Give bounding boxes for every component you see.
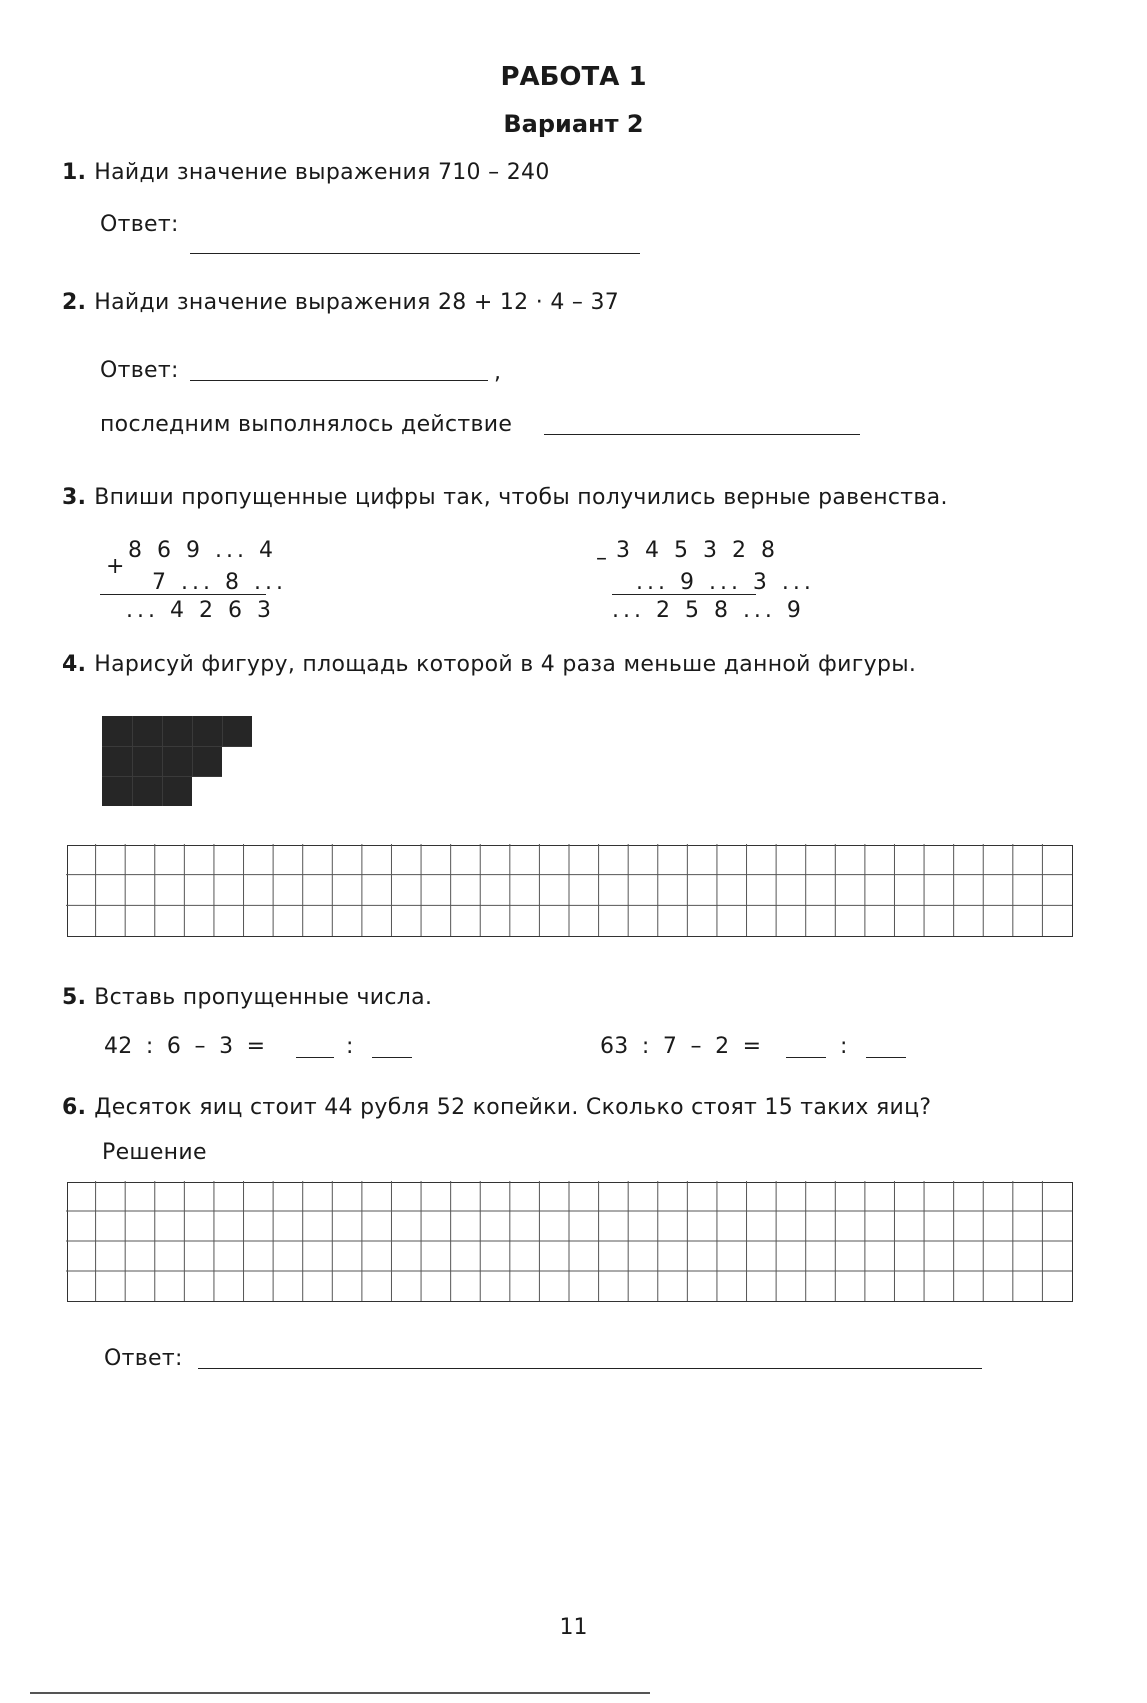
staircase-figure bbox=[102, 716, 252, 806]
answer-label: Ответ: bbox=[100, 212, 179, 237]
figure-gridline bbox=[132, 716, 133, 806]
colon: : bbox=[840, 1034, 848, 1059]
answer-label: Ответ: bbox=[100, 358, 179, 383]
task-number: 6. bbox=[62, 1095, 87, 1120]
solution-label: Решение bbox=[102, 1140, 207, 1165]
last-action-line[interactable] bbox=[544, 434, 860, 435]
figure-gridline bbox=[162, 716, 163, 806]
task-6 bbox=[62, 1095, 931, 1120]
colon: : bbox=[346, 1034, 354, 1059]
answer-line[interactable] bbox=[198, 1368, 982, 1369]
task-text: Нарисуй фигуру, площадь которой в 4 раза меньше данной фигуры. bbox=[94, 652, 917, 677]
answer-line[interactable] bbox=[190, 380, 488, 381]
task-text: Найди значение выражения 710 – 240 bbox=[94, 160, 550, 185]
answer-line[interactable] bbox=[190, 253, 640, 254]
expression-2: 63 : 7 – 2 = bbox=[600, 1034, 762, 1059]
grid-lines bbox=[66, 844, 1072, 936]
task-number: 4. bbox=[62, 652, 87, 677]
subtraction-row-1: 3 4 5 3 2 8 bbox=[616, 538, 779, 563]
task-5 bbox=[62, 985, 432, 1010]
task-number: 3. bbox=[62, 485, 87, 510]
expression-1: 42 : 6 – 3 = bbox=[104, 1034, 266, 1059]
task-number: 5. bbox=[62, 985, 87, 1010]
drawing-grid[interactable] bbox=[67, 845, 1073, 937]
task-text: Впиши пропущенные цифры так, чтобы получились верные равенства. bbox=[94, 485, 948, 510]
last-action-label: последним выполнялось действие bbox=[100, 412, 513, 437]
subtraction-rule bbox=[612, 594, 756, 595]
subtraction-result[interactable]: ... 2 5 8 ... 9 bbox=[612, 598, 805, 623]
bottom-rule bbox=[30, 1692, 650, 1694]
task-text: Вставь пропущенные числа. bbox=[94, 985, 433, 1010]
grid-lines bbox=[66, 1181, 1072, 1301]
figure-gridline bbox=[102, 776, 222, 777]
subtraction-row-2[interactable]: ... 9 ... 3 ... bbox=[636, 570, 815, 595]
blank-1[interactable] bbox=[296, 1057, 334, 1058]
addition-result[interactable]: ... 4 2 6 3 bbox=[126, 598, 275, 623]
task-4 bbox=[62, 652, 916, 677]
task-text: Найди значение выражения 28 + 12 · 4 – 37 bbox=[94, 290, 620, 315]
page-title: РАБОТА 1 bbox=[500, 62, 647, 92]
task-number: 1. bbox=[62, 160, 87, 185]
figure-gridline bbox=[102, 746, 252, 747]
addition-row-1: 8 6 9 ... 4 bbox=[128, 538, 277, 563]
minus-sign: – bbox=[596, 546, 607, 571]
figure-row bbox=[102, 716, 252, 746]
addition-rule bbox=[100, 594, 266, 595]
answer-comma: , bbox=[494, 360, 502, 385]
figure-gridline bbox=[222, 716, 223, 746]
blank-2[interactable] bbox=[372, 1057, 412, 1058]
plus-sign: + bbox=[106, 554, 125, 579]
figure-row bbox=[102, 776, 192, 806]
answer-label: Ответ: bbox=[104, 1346, 183, 1371]
blank-4[interactable] bbox=[866, 1057, 906, 1058]
blank-3[interactable] bbox=[786, 1057, 826, 1058]
page-number: 11 bbox=[559, 1615, 588, 1640]
task-text: Десяток яиц стоит 44 рубля 52 копейки. Сколько стоят 15 таких яиц? bbox=[94, 1095, 932, 1120]
task-number: 2. bbox=[62, 290, 87, 315]
addition-row-2[interactable]: 7 ... 8 ... bbox=[152, 570, 287, 595]
variant-title: Вариант 2 bbox=[503, 110, 644, 138]
task-2 bbox=[62, 290, 619, 315]
solution-grid[interactable] bbox=[67, 1182, 1073, 1302]
task-1 bbox=[62, 160, 550, 185]
task-3 bbox=[62, 485, 948, 510]
